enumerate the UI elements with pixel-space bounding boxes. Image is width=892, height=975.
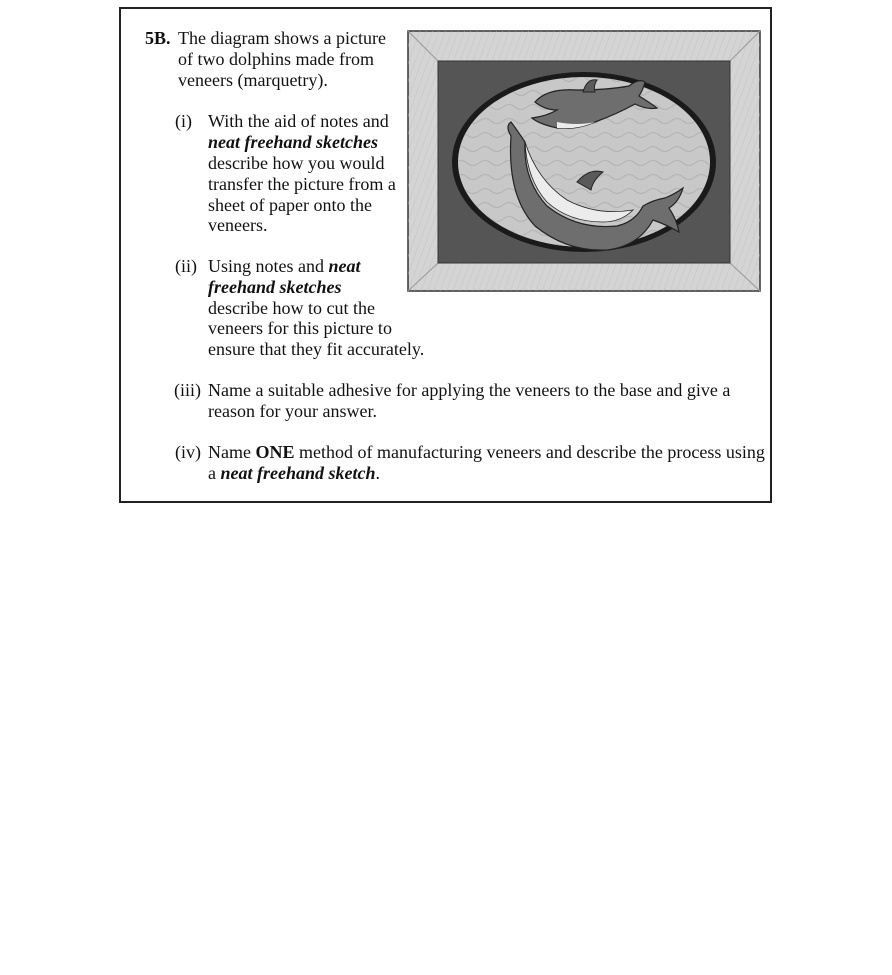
part-i-line-1: With the aid of notes and [208,111,389,131]
part-iv-label: (iv) [175,442,201,462]
part-i-label: (i) [175,111,192,131]
part-iii-line-2: reason for your answer. [208,401,377,421]
part-iv-line-2-bold: neat freehand sketch [220,463,376,483]
part-i-line-2: neat freehand sketches [208,132,378,152]
part-i-line-6: veneers. [208,215,268,235]
part-i-line-5: sheet of paper onto the [208,195,372,215]
intro-line-2: of two dolphins made from [178,49,374,69]
dolphin-marquetry-picture [407,30,761,292]
part-i-line-3: describe how you would [208,153,385,173]
part-iv-line-1-bold: ONE [255,442,295,462]
part-ii-line-4: veneers for this picture to [208,318,392,338]
part-i-line-4: transfer the picture from a [208,174,396,194]
part-iv-line-1-a: Name [208,442,256,462]
part-ii-line-1-text: Using notes and [208,256,329,276]
part-iii-line-1: Name a suitable adhesive for applying the veneers to the base and give a [208,380,731,400]
part-ii-label: (ii) [175,256,197,276]
part-iii-label: (iii) [174,380,201,400]
part-ii-line-2: freehand sketches [208,277,342,297]
part-ii-line-1 [208,256,361,277]
part-iv-line-2-a: a [208,463,221,483]
intro-line-1: The diagram shows a picture [178,28,386,48]
intro-line-3: veneers (marquetry). [178,70,328,90]
part-iv-line-2 [208,463,380,484]
question-number: 5B. [145,28,171,48]
part-iv-line-2-b: . [375,463,380,483]
part-ii-line-1-emphasis: neat [328,256,361,276]
part-ii-line-5: ensure that they fit accurately. [208,339,425,359]
part-iv-line-1 [208,442,765,463]
part-iv-line-1-b: method of manufacturing veneers and describe the process using [294,442,765,462]
part-ii-line-3: describe how to cut the [208,298,375,318]
